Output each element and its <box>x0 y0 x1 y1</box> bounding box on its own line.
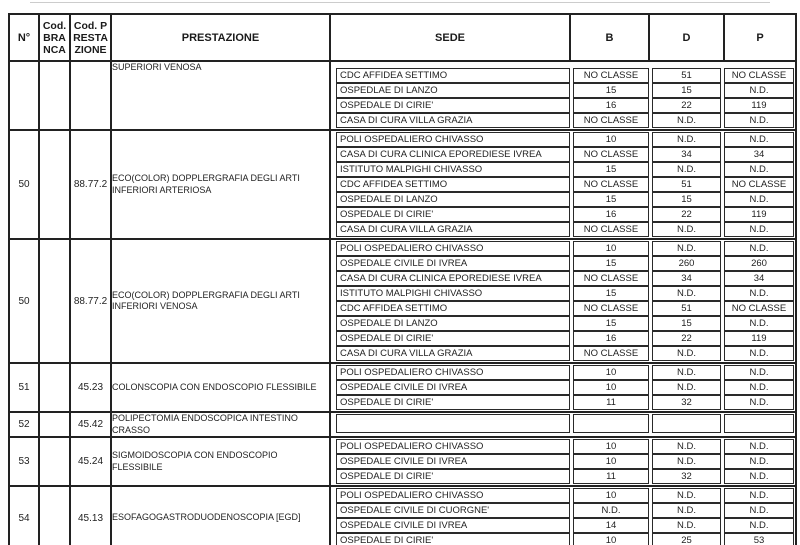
b-value-cell: 15 <box>573 162 649 177</box>
d-value-cell: N.D. <box>652 346 721 361</box>
cod-branca-cell <box>39 412 70 437</box>
cod-prestazione-cell: 45.13 <box>70 486 111 545</box>
p-value-cell: N.D. <box>724 380 794 395</box>
b-value-cell: NO CLASSE <box>573 68 649 83</box>
sede-name-cell: OSPEDALE CIVILE DI IVREA <box>336 256 570 271</box>
sede-name-cell: OSPEDALE CIVILE DI IVREA <box>336 454 570 469</box>
sede-name-cell: POLI OSPEDALIERO CHIVASSO <box>336 132 570 147</box>
sede-name-cell: OSPEDALE CIVILE DI IVREA <box>336 380 570 395</box>
b-value-cell: 10 <box>573 365 649 380</box>
sede-row <box>336 177 795 192</box>
table-block-row <box>9 61 796 130</box>
d-value-cell: 15 <box>652 192 721 207</box>
p-value-cell: N.D. <box>724 454 794 469</box>
p-value-cell: N.D. <box>724 286 794 301</box>
sede-rows-cell <box>330 486 796 545</box>
d-value-cell: 260 <box>652 256 721 271</box>
sede-row <box>336 301 795 316</box>
d-value-cell <box>652 414 721 433</box>
d-value-cell: N.D. <box>652 222 721 237</box>
page-top-rule <box>30 2 770 3</box>
sede-row <box>336 147 795 162</box>
sede-row <box>336 439 795 454</box>
p-value-cell: N.D. <box>724 503 794 518</box>
sede-name-cell: ISTITUTO MALPIGHI CHIVASSO <box>336 162 570 177</box>
p-value-cell: N.D. <box>724 316 794 331</box>
sede-row <box>336 132 795 147</box>
b-value-cell: NO CLASSE <box>573 346 649 361</box>
sede-name-cell: OSPEDALE DI CIRIE' <box>336 533 570 545</box>
sede-name-cell: OSPEDALE DI CIRIE' <box>336 98 570 113</box>
p-value-cell: N.D. <box>724 439 794 454</box>
sede-row <box>336 98 795 113</box>
table-body <box>9 61 796 545</box>
sede-row <box>336 395 795 410</box>
sede-row <box>336 192 795 207</box>
sede-name-cell: OSPEDALE DI CIRIE' <box>336 469 570 484</box>
table-block-row <box>9 486 796 545</box>
d-value-cell: N.D. <box>652 380 721 395</box>
sede-rows-cell <box>330 130 796 239</box>
num-cell: 52 <box>9 412 39 437</box>
num-cell: 54 <box>9 486 39 545</box>
d-value-cell: N.D. <box>652 113 721 128</box>
sede-row <box>336 113 795 128</box>
sede-rows <box>331 240 795 362</box>
p-value-cell: N.D. <box>724 162 794 177</box>
p-value-cell: 34 <box>724 147 794 162</box>
sede-rows <box>331 438 795 485</box>
sede-row <box>336 346 795 361</box>
p-value-cell: 119 <box>724 98 794 113</box>
p-value-cell: N.D. <box>724 222 794 237</box>
d-value-cell: N.D. <box>652 286 721 301</box>
sede-row <box>336 533 795 545</box>
d-value-cell: N.D. <box>652 365 721 380</box>
d-value-cell: 51 <box>652 301 721 316</box>
sede-name-cell: CDC AFFIDEA SETTIMO <box>336 68 570 83</box>
sede-name-cell: OSPEDALE DI LANZO <box>336 316 570 331</box>
table-block-row <box>9 130 796 239</box>
num-cell: 50 <box>9 239 39 363</box>
prestazioni-table <box>8 13 797 545</box>
p-value-cell: N.D. <box>724 132 794 147</box>
sede-row <box>336 503 795 518</box>
sede-name-cell: OSPEDALE DI CIRIE' <box>336 331 570 346</box>
p-value-cell: N.D. <box>724 83 794 98</box>
sede-rows <box>331 62 795 129</box>
d-value-cell: 34 <box>652 271 721 286</box>
p-value-cell: N.D. <box>724 113 794 128</box>
d-value-cell: 32 <box>652 395 721 410</box>
b-value-cell: 16 <box>573 331 649 346</box>
sede-row <box>336 380 795 395</box>
p-value-cell: N.D. <box>724 395 794 410</box>
sede-name-cell: CASA DI CURA VILLA GRAZIA <box>336 113 570 128</box>
d-value-cell: 22 <box>652 98 721 113</box>
sede-name-cell: OSPEDALE CIVILE DI CUORGNE' <box>336 503 570 518</box>
sede-rows <box>331 487 795 545</box>
sede-rows <box>331 413 795 434</box>
cod-prestazione-cell <box>70 61 111 130</box>
header-row <box>9 14 796 61</box>
sede-name-cell: CDC AFFIDEA SETTIMO <box>336 177 570 192</box>
d-value-cell: N.D. <box>652 518 721 533</box>
b-value-cell: 10 <box>573 533 649 545</box>
b-value-cell: 15 <box>573 256 649 271</box>
sede-name-cell: POLI OSPEDALIERO CHIVASSO <box>336 241 570 256</box>
table-block-row <box>9 437 796 486</box>
b-value-cell: 15 <box>573 83 649 98</box>
p-value-cell: N.D. <box>724 488 794 503</box>
sede-name-cell: ISTITUTO MALPIGHI CHIVASSO <box>336 286 570 301</box>
b-value-cell: NO CLASSE <box>573 222 649 237</box>
cod-branca-cell <box>39 61 70 130</box>
prestazione-cell: ESOFAGOGASTRODUODENOSCOPIA [EGD] <box>111 486 330 545</box>
p-value-cell: N.D. <box>724 241 794 256</box>
d-value-cell: N.D. <box>652 162 721 177</box>
cod-branca-cell <box>39 486 70 545</box>
header-prestazione: PRESTAZIONE <box>111 14 330 61</box>
sede-rows-cell <box>330 437 796 486</box>
d-value-cell: 25 <box>652 533 721 545</box>
p-value-cell: N.D. <box>724 192 794 207</box>
prestazione-cell: SIGMOIDOSCOPIA CON ENDOSCOPIO FLESSIBILE <box>111 437 330 486</box>
sede-row <box>336 454 795 469</box>
sede-name-cell <box>336 414 570 433</box>
b-value-cell: 11 <box>573 395 649 410</box>
sede-name-cell: CASA DI CURA CLINICA EPOREDIESE IVREA <box>336 147 570 162</box>
d-value-cell: N.D. <box>652 439 721 454</box>
p-value-cell: NO CLASSE <box>724 301 794 316</box>
b-value-cell: 10 <box>573 132 649 147</box>
d-value-cell: 22 <box>652 331 721 346</box>
sede-row <box>336 241 795 256</box>
b-value-cell: 15 <box>573 192 649 207</box>
num-cell: 50 <box>9 130 39 239</box>
b-value-cell: 15 <box>573 286 649 301</box>
cod-prestazione-cell: 45.42 <box>70 412 111 437</box>
sede-rows <box>331 364 795 411</box>
p-value-cell <box>724 414 794 433</box>
b-value-cell: NO CLASSE <box>573 271 649 286</box>
header-d: D <box>649 14 724 61</box>
b-value-cell: 15 <box>573 316 649 331</box>
sede-rows-cell <box>330 412 796 437</box>
p-value-cell: NO CLASSE <box>724 68 794 83</box>
sede-name-cell: POLI OSPEDALIERO CHIVASSO <box>336 488 570 503</box>
d-value-cell: 15 <box>652 83 721 98</box>
sede-row <box>336 83 795 98</box>
prestazione-cell: SUPERIORI VENOSA <box>111 61 330 130</box>
sede-rows-cell <box>330 363 796 412</box>
sede-row <box>336 316 795 331</box>
sede-row <box>336 286 795 301</box>
header-num: N° <box>9 14 39 61</box>
d-value-cell: 15 <box>652 316 721 331</box>
table-block-row <box>9 239 796 363</box>
b-value-cell: 14 <box>573 518 649 533</box>
sede-row <box>336 68 795 83</box>
b-value-cell: 11 <box>573 469 649 484</box>
p-value-cell: 53 <box>724 533 794 545</box>
sede-name-cell: OSPEDALE DI LANZO <box>336 192 570 207</box>
b-value-cell: 10 <box>573 439 649 454</box>
prestazione-cell: ECO(COLOR) DOPPLERGRAFIA DEGLI ARTI INFERIORI VENOSA <box>111 239 330 363</box>
sede-row <box>336 365 795 380</box>
d-value-cell: N.D. <box>652 241 721 256</box>
sede-name-cell: POLI OSPEDALIERO CHIVASSO <box>336 439 570 454</box>
sede-row <box>336 256 795 271</box>
header-sede: SEDE <box>330 14 570 61</box>
b-value-cell: NO CLASSE <box>573 177 649 192</box>
table-block-row <box>9 412 796 437</box>
d-value-cell: 22 <box>652 207 721 222</box>
prestazione-cell: ECO(COLOR) DOPPLERGRAFIA DEGLI ARTI INFERIORI ARTERIOSA <box>111 130 330 239</box>
b-value-cell: NO CLASSE <box>573 301 649 316</box>
sede-row <box>336 162 795 177</box>
sede-name-cell: OSPEDALE DI CIRIE' <box>336 395 570 410</box>
d-value-cell: 51 <box>652 68 721 83</box>
table-block-row <box>9 363 796 412</box>
d-value-cell: 34 <box>652 147 721 162</box>
header-b: B <box>570 14 649 61</box>
cod-prestazione-cell: 88.77.2 <box>70 239 111 363</box>
sede-name-cell: CASA DI CURA VILLA GRAZIA <box>336 222 570 237</box>
sede-row <box>336 518 795 533</box>
p-value-cell: N.D. <box>724 518 794 533</box>
prestazione-cell: POLIPECTOMIA ENDOSCOPICA INTESTINO CRASSO <box>111 412 330 437</box>
sede-rows <box>331 131 795 238</box>
sede-name-cell: OSPEDLAE DI LANZO <box>336 83 570 98</box>
sede-name-cell: CASA DI CURA CLINICA EPOREDIESE IVREA <box>336 271 570 286</box>
cod-branca-cell <box>39 363 70 412</box>
sede-row <box>336 271 795 286</box>
p-value-cell: N.D. <box>724 365 794 380</box>
sede-row <box>336 488 795 503</box>
sede-rows-cell <box>330 239 796 363</box>
d-value-cell: 51 <box>652 177 721 192</box>
b-value-cell: 10 <box>573 380 649 395</box>
header-cod-branca: Cod. BRANCA <box>39 14 70 61</box>
b-value-cell: 10 <box>573 454 649 469</box>
prestazione-cell: COLONSCOPIA CON ENDOSCOPIO FLESSIBILE <box>111 363 330 412</box>
sede-name-cell: POLI OSPEDALIERO CHIVASSO <box>336 365 570 380</box>
b-value-cell: 10 <box>573 241 649 256</box>
b-value-cell: NO CLASSE <box>573 113 649 128</box>
sede-row <box>336 414 795 433</box>
d-value-cell: N.D. <box>652 132 721 147</box>
d-value-cell: N.D. <box>652 454 721 469</box>
p-value-cell: 260 <box>724 256 794 271</box>
b-value-cell: NO CLASSE <box>573 147 649 162</box>
d-value-cell: N.D. <box>652 503 721 518</box>
cod-branca-cell <box>39 437 70 486</box>
sede-name-cell: OSPEDALE DI CIRIE' <box>336 207 570 222</box>
num-cell <box>9 61 39 130</box>
p-value-cell: 119 <box>724 331 794 346</box>
cod-prestazione-cell: 88.77.2 <box>70 130 111 239</box>
b-value-cell: 16 <box>573 98 649 113</box>
p-value-cell: NO CLASSE <box>724 177 794 192</box>
d-value-cell: N.D. <box>652 488 721 503</box>
p-value-cell: N.D. <box>724 346 794 361</box>
sede-row <box>336 331 795 346</box>
cod-branca-cell <box>39 239 70 363</box>
b-value-cell: 16 <box>573 207 649 222</box>
header-p: P <box>724 14 796 61</box>
sede-row <box>336 469 795 484</box>
d-value-cell: 32 <box>652 469 721 484</box>
cod-prestazione-cell: 45.24 <box>70 437 111 486</box>
num-cell: 53 <box>9 437 39 486</box>
sede-name-cell: OSPEDALE CIVILE DI IVREA <box>336 518 570 533</box>
cod-branca-cell <box>39 130 70 239</box>
cod-prestazione-cell: 45.23 <box>70 363 111 412</box>
sede-row <box>336 207 795 222</box>
sede-name-cell: CASA DI CURA VILLA GRAZIA <box>336 346 570 361</box>
sede-row <box>336 222 795 237</box>
b-value-cell: 10 <box>573 488 649 503</box>
b-value-cell <box>573 414 649 433</box>
sede-rows-cell <box>330 61 796 130</box>
p-value-cell: 34 <box>724 271 794 286</box>
sede-name-cell: CDC AFFIDEA SETTIMO <box>336 301 570 316</box>
num-cell: 51 <box>9 363 39 412</box>
header-cod-prestazione: Cod. PRESTAZIONE <box>70 14 111 61</box>
p-value-cell: N.D. <box>724 469 794 484</box>
p-value-cell: 119 <box>724 207 794 222</box>
b-value-cell: N.D. <box>573 503 649 518</box>
